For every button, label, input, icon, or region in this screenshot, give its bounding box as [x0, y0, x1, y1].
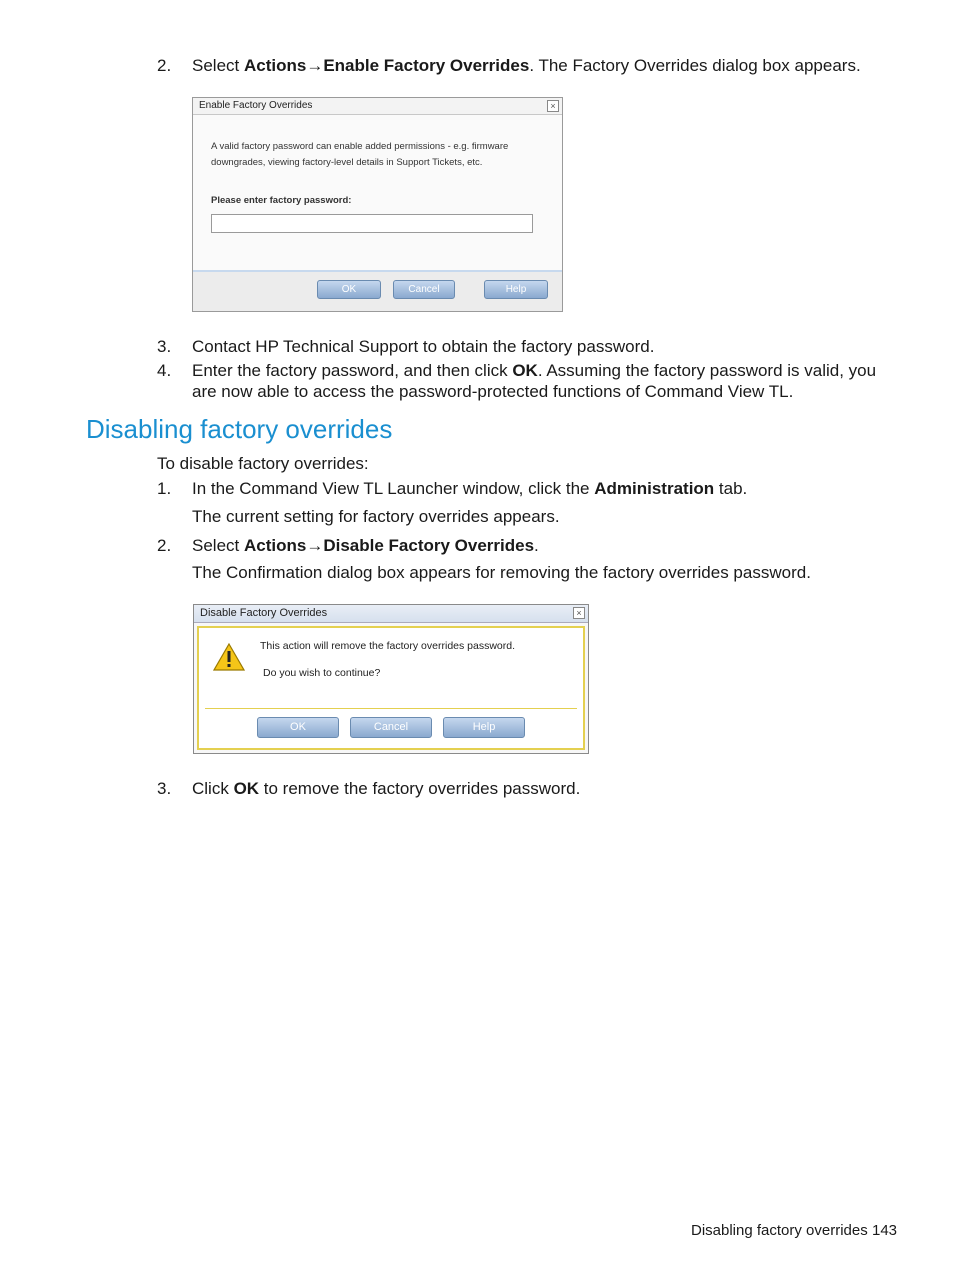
- step-number: 1.: [157, 479, 172, 498]
- warning-icon: [213, 643, 245, 671]
- menu-actions: Actions: [243, 536, 307, 555]
- enable-factory-overrides-dialog: [192, 97, 563, 312]
- menu-disable-factory-overrides: Disable Factory Overrides: [323, 536, 535, 555]
- section-intro: To disable factory overrides:: [157, 454, 369, 473]
- disable-step-2-note: The Confirmation dialog box appears for removing the factory overrides password.: [192, 563, 811, 582]
- section-heading: Disabling factory overrides: [86, 414, 393, 444]
- step-text: Select Actions→Disable Factory Overrides.: [192, 536, 539, 555]
- step-text: Enter the factory password, and then click OK. Assuming the factory password is valid, you are now able to access the password-protected functions of Command View TL.: [192, 361, 877, 401]
- step-text: Contact HP Technical Support to obtain the factory password.: [192, 337, 655, 356]
- confirmation-panel: [197, 626, 585, 750]
- step-text: In the Command View TL Launcher window, click the Administration tab.: [192, 479, 748, 498]
- step-number: 3.: [157, 779, 172, 798]
- dialog-titlebar: [193, 98, 562, 115]
- dialog-message: A valid factory password can enable added permissions - e.g. firmware downgrades, viewing factory-level details in Support Tickets, etc.: [211, 141, 509, 168]
- close-icon[interactable]: ×: [573, 607, 585, 619]
- step-text: Click OK to remove the factory overrides password.: [192, 779, 581, 798]
- menu-enable-factory-overrides: Enable Factory Overrides: [323, 56, 530, 75]
- step-number: 2.: [157, 536, 172, 555]
- dialog-title: Enable Factory Overrides: [199, 100, 313, 111]
- confirmation-line-2: Do you wish to continue?: [263, 667, 381, 679]
- factory-password-input[interactable]: [211, 214, 533, 233]
- ok-button[interactable]: OK: [257, 717, 339, 738]
- dialog-title: Disable Factory Overrides: [200, 607, 328, 619]
- menu-actions: Actions: [243, 56, 307, 75]
- dialog-divider: [205, 708, 577, 709]
- cancel-button[interactable]: Cancel: [393, 280, 455, 299]
- step-number: 3.: [157, 337, 172, 356]
- close-icon[interactable]: ×: [547, 100, 559, 112]
- footer-section-title: Disabling factory overrides: [691, 1222, 868, 1239]
- disable-factory-overrides-dialog: [193, 604, 589, 754]
- cancel-button[interactable]: Cancel: [350, 717, 432, 738]
- ok-emphasis: OK: [512, 361, 538, 380]
- page-number: 143: [872, 1222, 898, 1239]
- dialog-titlebar: [194, 605, 588, 623]
- step-text: Select Actions→Enable Factory Overrides. The Factory Overrides dialog box appears.: [192, 56, 861, 75]
- confirmation-line-1: This action will remove the factory overrides password.: [260, 640, 516, 652]
- dialog-footer: [193, 272, 562, 311]
- ok-button[interactable]: OK: [317, 280, 381, 299]
- step-number: 4.: [157, 361, 172, 380]
- disable-step-1-note: The current setting for factory overrides appears.: [192, 507, 560, 526]
- help-button[interactable]: Help: [443, 717, 525, 738]
- administration-tab-emphasis: Administration: [594, 479, 715, 498]
- help-button[interactable]: Help: [484, 280, 548, 299]
- step-number: 2.: [157, 56, 172, 75]
- ok-emphasis: OK: [233, 779, 260, 798]
- password-label: Please enter factory password:: [211, 195, 352, 206]
